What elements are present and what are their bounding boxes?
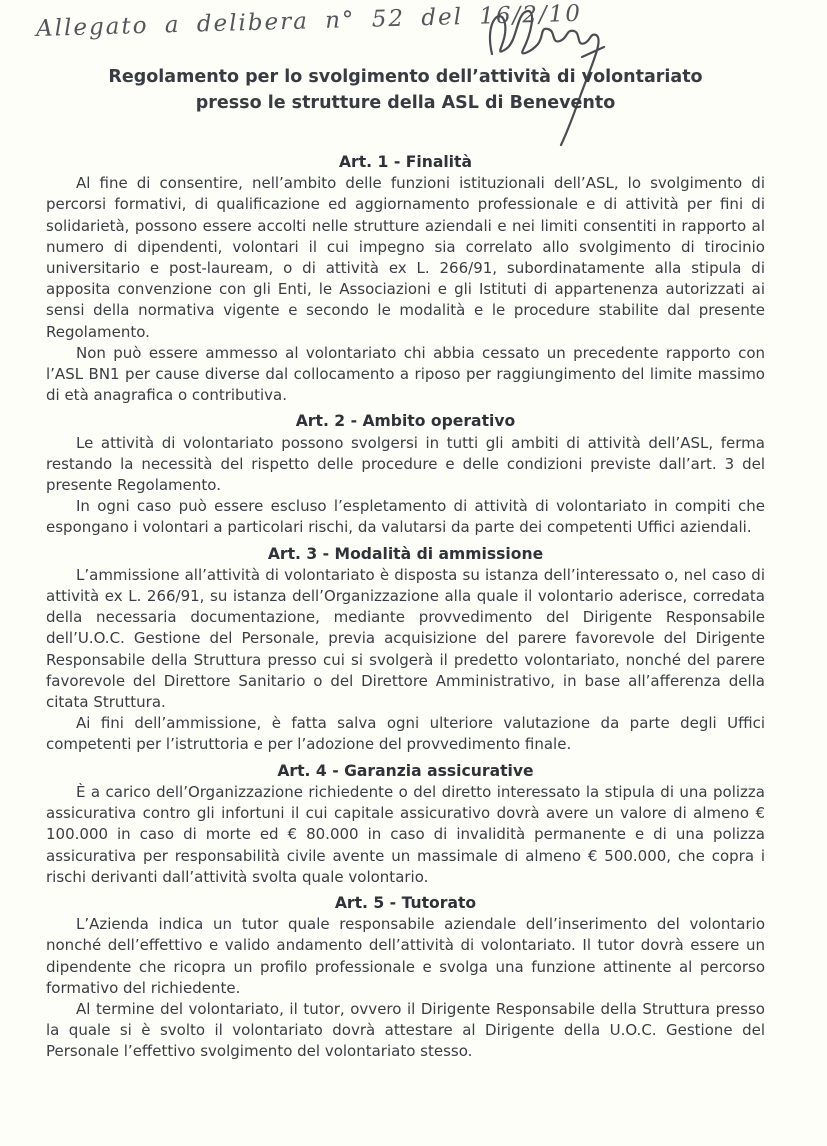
document-title-line1: Regolamento per lo svolgimento dell’attività di volontariato: [108, 67, 703, 87]
article-2-paragraph: Le attività di volontariato possono svolgersi in tutti gli ambiti di attività dell’ASL, ferma restando la necessità del rispetto delle procedure e delle condizioni previste dall’art. 3 del presente Regolamento.: [46, 433, 765, 495]
article-2-paragraph: In ogni caso può essere escluso l’espletamento di attività di volontariato in compiti che espongano i volontari a particolari rischi, da valutarsi da parte dei competenti Uffici aziendali.: [46, 497, 765, 537]
article-3-paragraph: Ai fini dell’ammissione, è fatta salva ogni ulteriore valutazione da parte degli Uffici competenti per l’istruttoria e per l’adozione del provvedimento finale.: [46, 714, 765, 754]
article-3-heading: Art. 3 - Modalità di ammissione: [267, 544, 544, 563]
document-title-line2: presso le strutture della ASL di Benevento: [195, 93, 616, 113]
article-4-paragraph: È a carico dell’Organizzazione richiedente o del diretto interessato la stipula di una polizza assicurativa contro gli infortuni il cui capitale assicurativo dovrà avere un valore di almeno € 100.000 in caso di morte ed € 80.000 in caso di invalidità permanente e di una polizza assicurativa per responsabilità civile avente un massimale di almeno € 500.000, che copra i rischi derivanti dall’attività svolta quale volontario.: [46, 782, 765, 886]
article-5-paragraph: L’Azienda indica un tutor quale responsabile aziendale dell’inserimento del volontario nonché dell’effettivo e valido andamento dell’attività di volontariato. Il tutor dovrà essere un dipendente che ricopra un profilo professionale e svolga una funzione attinente al percorso formativo del richiedente.: [46, 915, 765, 997]
handwritten-annotation: Allegato a delibera n° 52 del 16/2/10: [35, 0, 583, 42]
article-1-heading: Art. 1 - Finalità: [338, 153, 473, 171]
article-4: [46, 761, 765, 888]
article-2-heading: Art. 2 - Ambito operativo: [295, 412, 516, 431]
article-5-heading: Art. 5 - Tutorato: [334, 893, 477, 912]
article-1: [46, 152, 765, 406]
document-title: [46, 64, 765, 116]
article-1-paragraph: Non può essere ammesso al volontariato chi abbia cessato un precedente rapporto con l’ASL BN1 per cause diverse dal collocamento a riposo per raggiungimento del limite massimo di età anagrafica o contributiva.: [46, 343, 765, 405]
document-body: [46, 64, 765, 1063]
article-3: [46, 544, 765, 756]
article-3-paragraph: L’ammissione all’attività di volontariato è disposta su istanza dell’interessato o, nel caso di attività ex L. 266/91, su istanza dell’Organizzazione alla quale il volontario aderisce, corredata della necessaria documentazione, mediante provvedimento del Dirigente Responsabile dell’U.O.C. Gestione del Personale, previa acquisizione del parere favorevole del Dirigente Responsabile della Struttura presso cui si svolgerà il predetto volontariato, nonché del parere favorevole del Direttore Sanitario o del Direttore Amministrativo, in base all’afferenza della citata Struttura.: [46, 565, 765, 712]
article-5-paragraph: Al termine del volontariato, il tutor, ovvero il Dirigente Responsabile della Struttura presso la quale si è svolto il volontariato dovrà attestare al Dirigente della U.O.C. Gestione del Personale l’effettivo svolgimento del volontariato stesso.: [46, 999, 765, 1061]
article-1-paragraph: Al fine di consentire, nell’ambito delle funzioni istituzionali dell’ASL, lo svolgimento di percorsi formativi, di qualificazione ed aggiornamento professionale e di attività per fini di solidarietà, possono essere accolti nelle strutture aziendali e nei limiti consentiti in rapporto al numero di dipendenti, volontari il cui impegno sia correlato allo svolgimento di tirocinio universitario e post-lauream, o di attività ex L. 266/91, subordinatamente alla stipula di apposita convenzione con gli Enti, le Associazioni e gli Istituti di appartenenza autorizzati ai sensi della normativa vigente e secondo le modalità e le procedure stabilite dal presente Regolamento.: [46, 174, 765, 341]
article-2: [46, 411, 765, 538]
article-5: [46, 893, 765, 1063]
article-4-heading: Art. 4 - Garanzia assicurative: [277, 761, 534, 780]
